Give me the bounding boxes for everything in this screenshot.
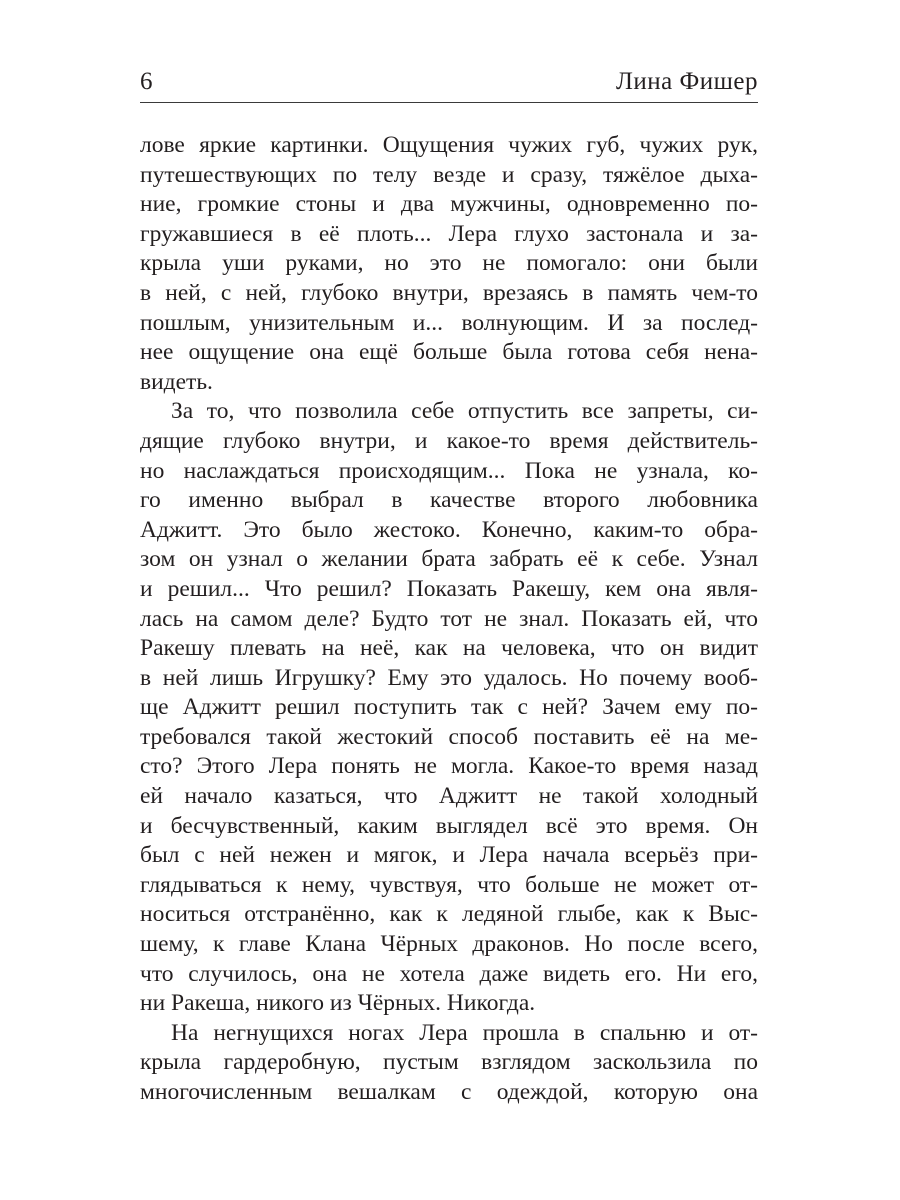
text-line: ни Ракеша, никого из Чёрных. Никогда. [140,990,536,1017]
text-line: крыла гардеробную, пустым взглядом заскользила по [140,1049,758,1076]
text-line: но наслаждаться происходящим... Пока не узнала, ко- [140,457,758,484]
text-line: и бесчувственный, каким выглядел всё это время. Он [140,812,758,839]
text-line: что случилось, она не хотела даже видеть его. Ни его, [140,960,758,987]
text-line: го именно выбрал в качестве второго любовника [140,487,758,514]
text-line: требовался такой жестокий способ поставить её на ме- [140,723,758,750]
text-line: дящие глубоко внутри, и какое-то время действитель- [140,427,758,454]
text-line: многочисленным вешалкам с одеждой, которую она [140,1079,758,1105]
body-text [140,131,758,1108]
running-header [140,66,758,103]
text-line: был с ней нежен и мягок, и Лера начала всерьёз при- [140,842,758,869]
text-line: носиться отстранённо, как к ледяной глыбе, как к Выс- [140,901,758,928]
text-line: ей начало казаться, что Аджитт не такой холодный [140,783,758,810]
text-line: ние, громкие стоны и два мужчины, одновременно по- [140,191,758,218]
paragraph [140,1019,758,1108]
text-line: гружавшиеся в её плоть... Лера глухо застонала и за- [140,220,758,247]
text-line: крыла уши руками, но это не помогало: они были [140,250,758,277]
text-line: За то, что позволила себе отпустить все запреты, си- [171,398,758,425]
text-line: глядываться к нему, чувствуя, что больше не может от- [140,871,758,898]
text-line: пошлым, унизительным и... волнующим. И за послед- [140,309,758,336]
text-line: лась на самом деле? Будто тот не знал. Показать ей, что [140,605,758,632]
text-line: ще Аджитт решил поступить так с ней? Зачем ему по- [140,694,758,721]
text-line: шему, к главе Клана Чёрных драконов. Но после всего, [140,931,758,958]
text-line: зом он узнал о желании брата забрать её к себе. Узнал [140,546,758,573]
text-line: лове яркие картинки. Ощущения чужих губ, чужих рук, [140,132,758,158]
text-line: путешествующих по телу везде и сразу, тяжёлое дыха- [140,161,758,188]
running-title: Лина Фишер [615,68,758,95]
text-line: и решил... Что решил? Показать Ракешу, кем она явля- [140,575,758,602]
text-line: Аджитт. Это было жестоко. Конечно, каким-то обра- [140,516,758,543]
text-line: в ней, с ней, глубоко внутри, врезаясь в память чем-то [140,279,758,306]
text-line: сто? Этого Лера понять не могла. Какое-то время назад [140,753,758,780]
page-number: 6 [140,68,153,95]
text-line: видеть. [140,368,213,395]
text-line: Ракешу плевать на неё, как на человека, что он видит [140,635,758,662]
paragraph [140,131,758,397]
text-line: нее ощущение она ещё больше была готова себя нена- [140,339,758,366]
paragraph [140,397,758,1018]
text-line: в ней лишь Игрушку? Ему это удалось. Но почему вооб- [140,664,758,691]
text-line: На негнущихся ногах Лера прошла в спальню и от- [171,1019,758,1046]
